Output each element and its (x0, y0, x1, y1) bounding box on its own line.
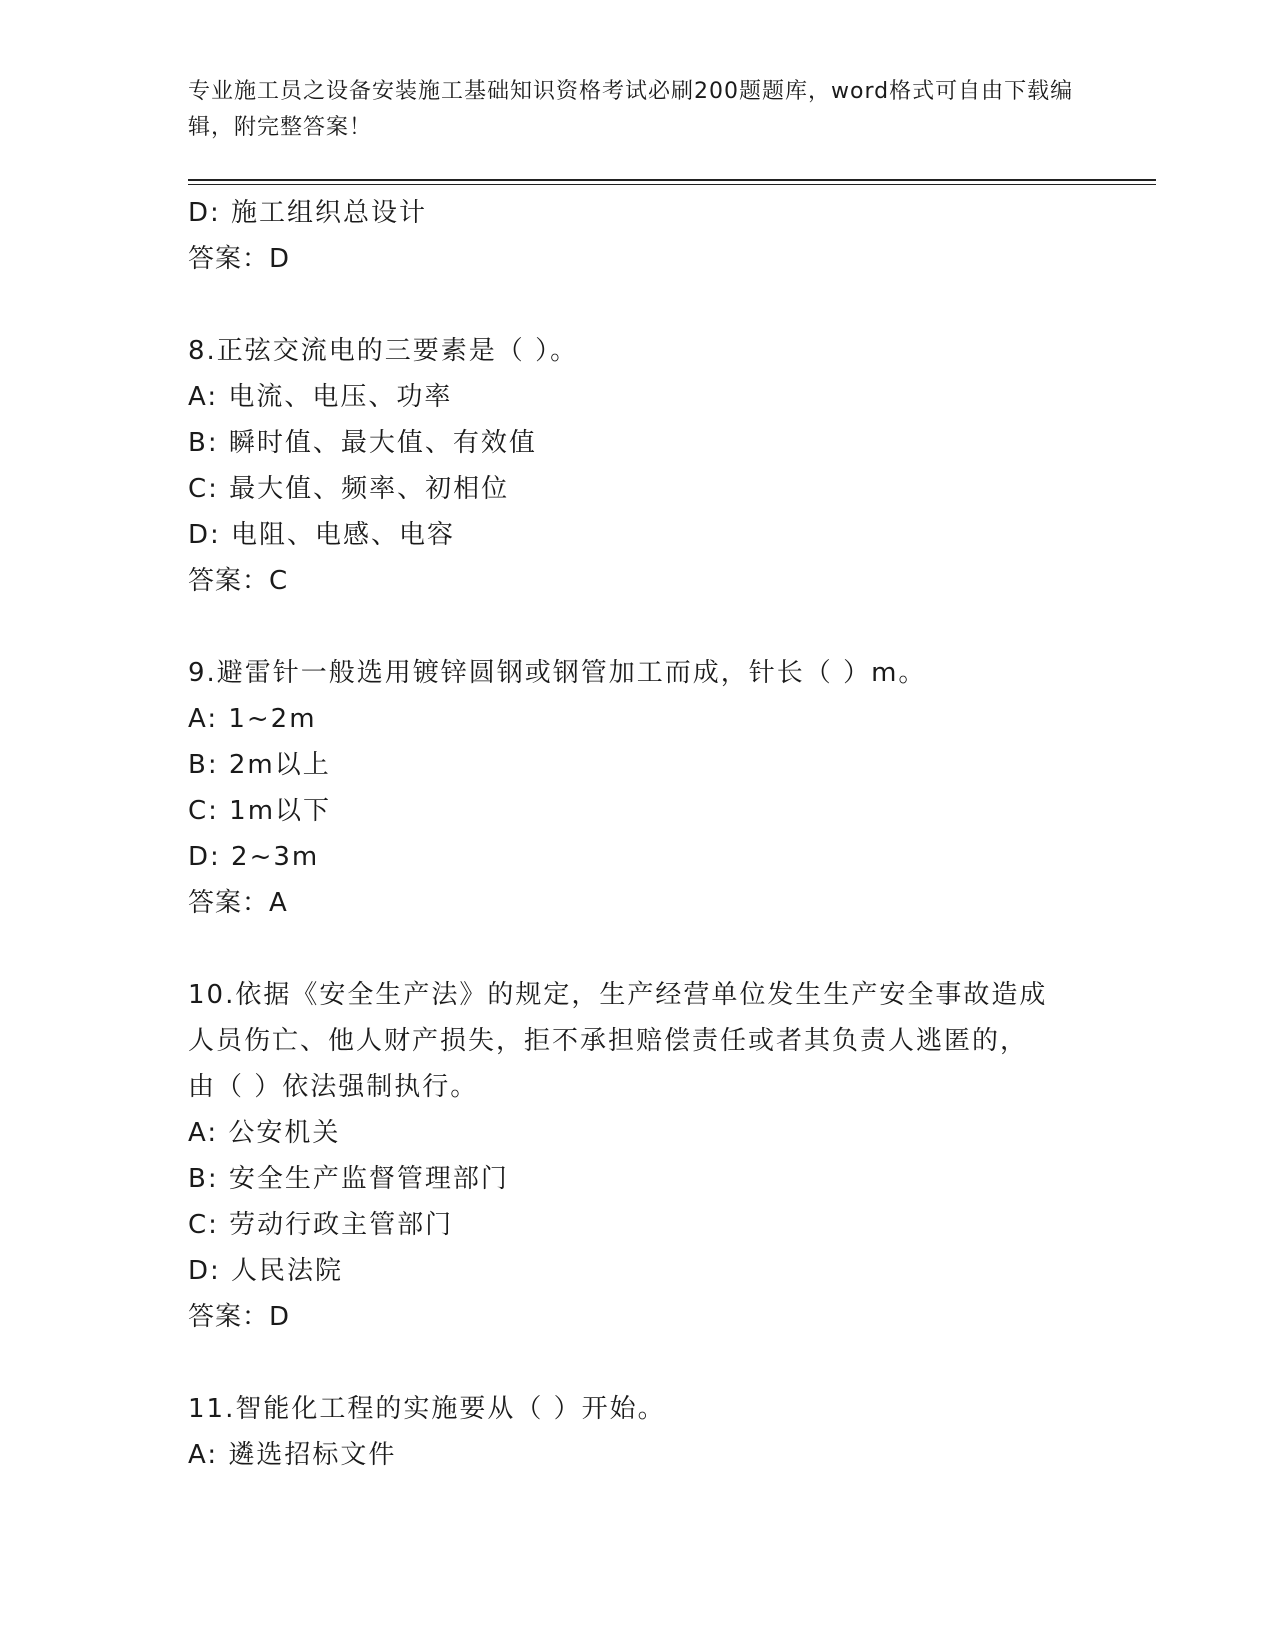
spacer (188, 282, 1088, 328)
option-a: A: 遴选招标文件 (188, 1440, 397, 1470)
option-a: A: 电流、电压、功率 (188, 382, 453, 412)
answer-line: 答案：C (188, 566, 289, 596)
question-stem-line-2: 人员伤亡、他人财产损失，拒不承担赔偿责任或者其负责人逃匿的， (188, 1026, 1029, 1056)
header-rule-thin (188, 184, 1156, 185)
option-c: C: 1m以下 (188, 796, 332, 826)
option-d: D: 2~3m (188, 842, 320, 872)
option-c: C: 劳动行政主管部门 (188, 1210, 454, 1240)
question-list (188, 190, 1088, 1478)
header-text: 专业施工员之设备安装施工基础知识资格考试必刷200题题库，word格式可自由下载编辑，附完整答案！ (188, 79, 1074, 140)
option-a: A: 公安机关 (188, 1118, 341, 1148)
answer-line: 答案：D (188, 1302, 291, 1332)
option-b: B: 瞬时值、最大值、有效值 (188, 428, 537, 458)
page-header (188, 74, 1088, 146)
option-a: A: 1~2m (188, 704, 317, 734)
spacer (188, 1340, 1088, 1386)
option-d: D: 人民法院 (188, 1256, 344, 1286)
question-stem-line-3: 由（ ）依法强制执行。 (188, 1072, 479, 1102)
option-d: D: 电阻、电感、电容 (188, 520, 456, 550)
question-stem-line-1: 10.依据《安全生产法》的规定，生产经营单位发生生产安全事故造成 (188, 980, 1048, 1010)
spacer (188, 604, 1088, 650)
option-b: B: 安全生产监督管理部门 (188, 1164, 509, 1194)
option-d: D: 施工组织总设计 (188, 198, 428, 228)
option-b: B: 2m以上 (188, 750, 331, 780)
option-c: C: 最大值、频率、初相位 (188, 474, 510, 504)
question-stem: 9.避雷针一般选用镀锌圆钢或钢管加工而成，针长（ ）m。 (188, 658, 927, 688)
answer-line: 答案：D (188, 244, 291, 274)
spacer (188, 926, 1088, 972)
question-stem: 8.正弦交流电的三要素是（ ）。 (188, 336, 579, 366)
header-rule-thick (188, 179, 1156, 181)
question-stem: 11.智能化工程的实施要从（ ）开始。 (188, 1394, 666, 1424)
answer-line: 答案：A (188, 888, 288, 918)
